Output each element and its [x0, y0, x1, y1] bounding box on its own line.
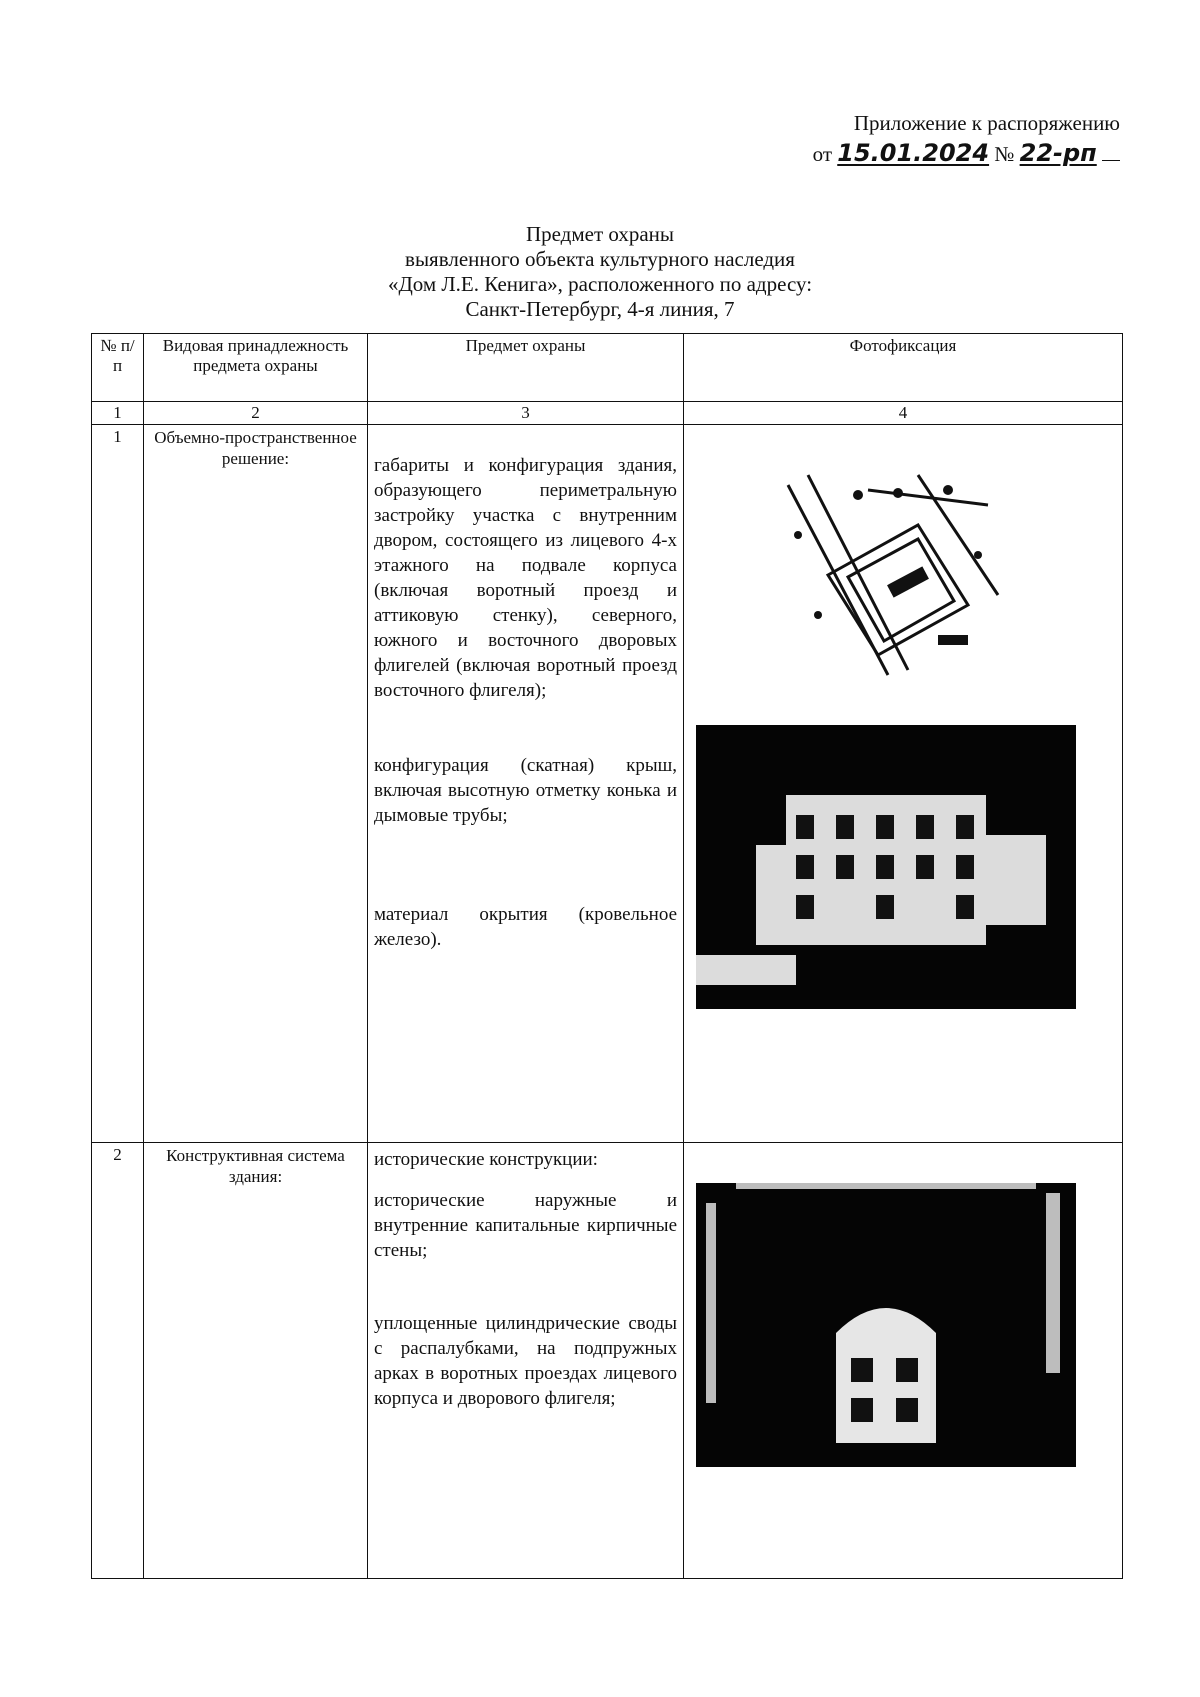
- number-label: №: [994, 142, 1015, 166]
- site-plan-image: [768, 465, 1008, 685]
- table-header-row: [92, 334, 1123, 402]
- row-photos: [684, 425, 1123, 1143]
- table-row: [92, 425, 1123, 1143]
- table-row: [92, 1143, 1123, 1579]
- subject-item: уплощенные цилиндрические своды с распалубками, на подпружных арках в воротных проездах лицевого корпуса и дворового флигеля;: [374, 1313, 677, 1409]
- subject-item: конфигурация (скатная) крыш, включая высотную отметку конька и дымовые трубы;: [374, 755, 677, 826]
- header-subject: Предмет охраны: [368, 334, 684, 402]
- title-line: Санкт-Петербург, 4-я линия, 7: [465, 297, 735, 321]
- subject-item: исторические конструкции:: [374, 1149, 598, 1170]
- header-photo: Фотофиксация: [684, 334, 1123, 402]
- row-photos: [684, 1143, 1123, 1579]
- title-line: «Дом Л.Е. Кенига», расположенного по адресу:: [387, 272, 813, 296]
- row-index: 1: [92, 425, 144, 1143]
- row-index: 2: [92, 1143, 144, 1579]
- subject-item: материал окрытия (кровельное железо).: [374, 904, 677, 950]
- protection-table: [91, 333, 1123, 1579]
- row-subject: [368, 1143, 684, 1579]
- column-number-row: [92, 402, 1123, 425]
- facade-photo: [696, 725, 1076, 1009]
- subject-item: исторические наружные и внутренние капитальные кирпичные стены;: [374, 1190, 677, 1261]
- column-number: 4: [684, 402, 1123, 425]
- header-index: № п/п: [92, 334, 144, 402]
- title-line: Предмет охраны: [525, 222, 675, 246]
- subject-item: габариты и конфигурация здания, образующего периметральную застройку участка с внутренним двором, состоящего из лицевого 4-х этажного на подвале корпуса (включая воротный проезд и аттиковую стенку), северного, южного и восточного дворовых флигелей (включая воротный проезд восточного флигеля);: [374, 455, 677, 701]
- column-number: 1: [92, 402, 144, 425]
- appendix-ref-line: [780, 138, 1120, 169]
- row-subject: [368, 425, 684, 1143]
- column-number: 3: [368, 402, 684, 425]
- appendix-block: [780, 108, 1120, 169]
- gate-passage-photo: [696, 1183, 1076, 1467]
- row-kind: Объемно-пространственное решение:: [144, 425, 368, 1143]
- document-title: [300, 222, 900, 322]
- appendix-title: Приложение к распоряжению: [853, 111, 1120, 135]
- handwritten-number: 22-рп: [1019, 139, 1097, 167]
- header-kind: Видовая принадлежность предмета охраны: [144, 334, 368, 402]
- title-line: выявленного объекта культурного наследия: [405, 247, 795, 271]
- handwritten-date: 15.01.2024: [837, 139, 990, 167]
- column-number: 2: [144, 402, 368, 425]
- row-kind: Конструктивная система здания:: [144, 1143, 368, 1579]
- from-label: от: [812, 142, 832, 166]
